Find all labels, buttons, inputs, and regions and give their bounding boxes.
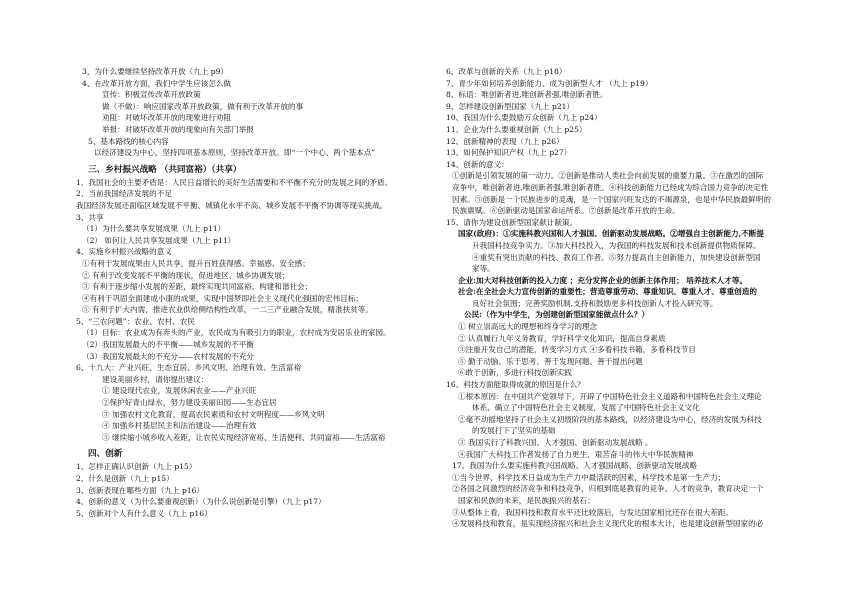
left-line-35: 3、创新表现在哪些方面（九上 p16） (76, 485, 205, 495)
right-line-34: 17、我国为什么要实施科教兴国战略、人才强国战略、创新驱动发展战略 (452, 461, 698, 471)
left-line-20: ⑤ 有利于扩大内需，推进农业供给侧结构性改革，一二三产业融合发展，精准扶贫等。 (82, 305, 373, 315)
left-line-16: ①有利于发展成果由人民共享，提升百姓获得感、幸福感、安全感； (82, 258, 310, 268)
right-line-5: 11、企业为什么要重视创新（九上 p25） (446, 124, 587, 134)
right-line-29: 体系、确立了中国特色社会主义制度，发展了中国特色社会主义文化 (472, 403, 700, 413)
left-line-34: 2、什么是创新（九上 p15） (76, 474, 174, 483)
left-line-3: 做（不做）：响应国家改革开放政策，做有利于改革开放的事 (102, 101, 304, 111)
left-line-14: （2） 如何让人民共享发展成果（九上 p11） (82, 235, 236, 245)
left-line-8: 三、乡村振兴战略 （共同富裕）（共享） (88, 164, 242, 175)
left-line-4: 劝阻：对破坏改革开放的现象进行劝阻 (102, 113, 232, 123)
right-line-2: 8、标语：唯创新者进,唯创新者强,唯创新者胜。 (446, 90, 608, 100)
right-line-16: ④重奖有突出贡献的科技、教育工作者。⑤努力提高自主创新能力，加快建设创新型国 (472, 252, 761, 262)
left-line-6: 5、基本路线的核心内容 (88, 136, 169, 146)
left-line-1: 4、在改革开放方面，我们中学生应该怎么做 (82, 78, 232, 88)
right-line-19: 社会:在全社会大力宣传创新的重要性；营造尊重劳动、尊重知识、尊重人才、尊重创造的 (458, 287, 757, 297)
right-line-25: ⑤ 勤于动脑、乐于思考、善于发现问题、善于提出问题 (458, 356, 643, 366)
left-line-37: 5、创新对个人有什么意义（九上 p16） (76, 508, 212, 518)
right-line-24: ③注重开发自己的潜能，转变学习方式 ④多看科技书籍，多看科技节目 (458, 345, 696, 355)
left-line-2: 宣传：积极宣传改革开放政策 (102, 90, 201, 100)
right-line-21: 公民:（作为中学生，为创建创新型国家能做点什么？） (464, 310, 650, 320)
left-line-5: 举报：对破坏改革开放的现象向有关部门举报 (102, 124, 254, 134)
left-line-13: （1）为什么要共享发展成果（九上 p11） (82, 224, 226, 234)
left-line-33: 1、怎样正确认识创新（九上 p15） (76, 462, 197, 472)
right-line-3: 9、怎样建设创新型国家（九上 p21） (446, 101, 575, 111)
right-line-27: 16、科技方面能取得成就的原因是什么？ (446, 380, 585, 390)
right-line-23: ② 认真履行九年义务教育，学好科学文化知识，提高自身素质 (458, 333, 666, 343)
left-line-17: ② 有利于改变发展不平衡的现状，促进地区、城乡协调发展； (82, 270, 290, 280)
left-line-32: 四、创新 (88, 449, 123, 460)
left-line-22: （1）目标：农业成为有奔头的产业，农民成为有吸引力的职业，农村成为安居乐业的家园。 (82, 328, 391, 338)
right-line-20: 良好社会氛围；完善奖励机制,支持和鼓励更多科技创新人才投入研究等。 (472, 298, 718, 308)
left-line-18: ③ 有利于逐步缩小发展的差距，最终实现共同富裕、构建和谐社会； (82, 282, 313, 292)
right-line-33: ④我国广大科技工作者发扬了自力更生、艰苦奋斗的伟大中华民族精神 (458, 449, 694, 459)
right-line-28: ①根本原因：在中国共产党领导下，开辟了中国特色社会主义道路和中国特色社会主义理论 (458, 391, 762, 401)
left-line-27: ① 建设现代农业，发展休闲农业——产业兴旺 (102, 386, 257, 396)
right-line-30: ②毫不动摇地坚持了社会主义初级阶段的基本路线，以经济建设为中心，经济的发展为科技 (458, 414, 762, 424)
right-line-6: 12、创新精神的表现（九上 p26） (446, 136, 564, 146)
left-line-15: 4、实施乡村振兴战略的意义 (76, 247, 172, 257)
right-line-10: 竞争中，唯创新者进,唯创新者强,唯创新者胜。④科技创新能力已经成为综合国力竞争的决定性 (452, 182, 769, 192)
right-line-37: 国家和民族的未来，是民族振兴的基石； (458, 495, 595, 505)
right-line-17: 家等。 (472, 264, 495, 274)
right-line-9: ①创新是引领发展的第一动力。②创新是推动人类社会向前发展的重要力量。③在激烈的国际 (452, 171, 764, 181)
left-line-30: ④ 加强乡村基层民主和法治建设——治理有效 (102, 421, 257, 431)
right-column (446, 66, 841, 530)
left-column (76, 66, 436, 519)
right-line-8: 14、创新的意义： (446, 159, 509, 169)
left-line-11: 我国经济发展还面临区域发展不平衡、城镇化水平不高、城乡发展不平衡不协调等现实挑战。 (76, 200, 388, 210)
right-line-36: ②各国之间激烈的经济竞争和科技竞争，归根到底是教育的竞争、人才的竞争，教育决定一个 (452, 484, 764, 494)
left-line-9: 1、我国社会的主要矛盾是：人民日益增长的美好生活需要和不平衡不充分的发展之间的矛盾。 (76, 177, 393, 187)
left-line-29: ③ 加强农村文化教育，提高农民素质和农村文明程度——乡风文明 (102, 409, 325, 419)
left-line-12: 3、共享 (76, 212, 104, 222)
left-line-36: 4、创新的意义（为什么要重视创新）（为什么说创新是引擎）（九上 p17） (76, 497, 326, 507)
right-line-7: 13、如何保护知识产权（九上 p27） (446, 148, 572, 158)
right-line-38: ③从整体上看，我国科技和教育水平还比较落后，与发达国家相比还存在很大差距。 (452, 507, 733, 517)
left-line-21: 5、“三农问题”：农业、农村、农民 (76, 316, 195, 326)
right-line-11: 因素。⑤创新是一个民族进步的灵魂，是一个国家兴旺发达的不竭源泉，也是中华民族最鲜明的 (452, 194, 771, 204)
right-line-39: ④发展科技和教育，是实现经济振兴和社会主义现代化的根本大计，也是建设创新型国家的必 (452, 519, 764, 529)
left-line-23: （2）我国发展最大的不平衡——城乡发展的不平衡 (82, 340, 254, 350)
right-line-22: ① 树立崇高远大的理想和终身学习的理念 (458, 322, 598, 332)
left-line-10: 2、当前我国经济发展的不足 (76, 189, 172, 199)
left-line-31: ⑤ 继续缩小城乡收入差距，让农民实现经济宽裕、生活便利、共同富裕——生活富裕 (102, 432, 386, 442)
left-line-19: ④有利于巩固全面建成小康的成果，实现中国梦即社会主义现代化强国的宏伟目标； (82, 293, 363, 303)
right-line-18: 企业:加大对科技创新的投入力度 ；充分发挥企业的创新主体作用； 培养技术人才等。 (458, 275, 748, 285)
right-line-12: 民族禀赋。⑥创新驱动是国家命运所系。⑦创新是改革开放的生命。 (452, 206, 680, 216)
left-line-28: ②保护好青山绿水，努力建设美丽田园——生态宜居 (102, 398, 277, 408)
right-line-1: 7、青少年如何培养创新能力、成为创新型人才 （九上 p19） (446, 78, 653, 88)
left-line-0: 3、为什么要继续坚持改革开放（九上 p9） (82, 67, 229, 76)
right-line-35: ①当今世界，科学技术日益成为生产力中最活跃的因素，科学技术是第一生产力； (452, 472, 726, 482)
right-line-15: 升我国科技竞争实力。③加大科技投入，为我国的科技发展和技术创新提供物质保障。 (472, 240, 761, 250)
left-line-7: 以经济建设为中心，坚持四项基本原则，坚持改革开放。即“一个中心、两个基本点” (94, 148, 376, 158)
left-line-24: （3）我国发展最大的不充分——农村发展的不充分 (82, 351, 254, 361)
right-line-4: 10、我国为什么要鼓励万众创新（九上 p24） (446, 113, 602, 123)
right-line-31: 的发展打下了坚实的基础 (472, 426, 556, 436)
right-line-26: ⑥敢于创新，多进行科技创新实践 (458, 368, 572, 378)
left-line-25: 6、十九大：产业兴旺、生态宜居、乡风文明、治理有效、生活富裕 (76, 363, 302, 373)
right-line-32: ③ 我国实行了科教兴国、人才强国、创新驱动发展战略 。 (458, 438, 653, 447)
right-line-0: 6、改革与创新的关系（九上 p18） (446, 67, 567, 76)
right-line-14: 国家(政府)：①实施科教兴国和人才强国、创新驱动发展战略。②增强自主创新能力,不断提 (458, 229, 764, 239)
left-line-26: 建设美丽乡村，请你提出建议： (102, 374, 209, 384)
right-line-13: 15、请你为建设创新型国家献计献策。 (446, 217, 578, 227)
